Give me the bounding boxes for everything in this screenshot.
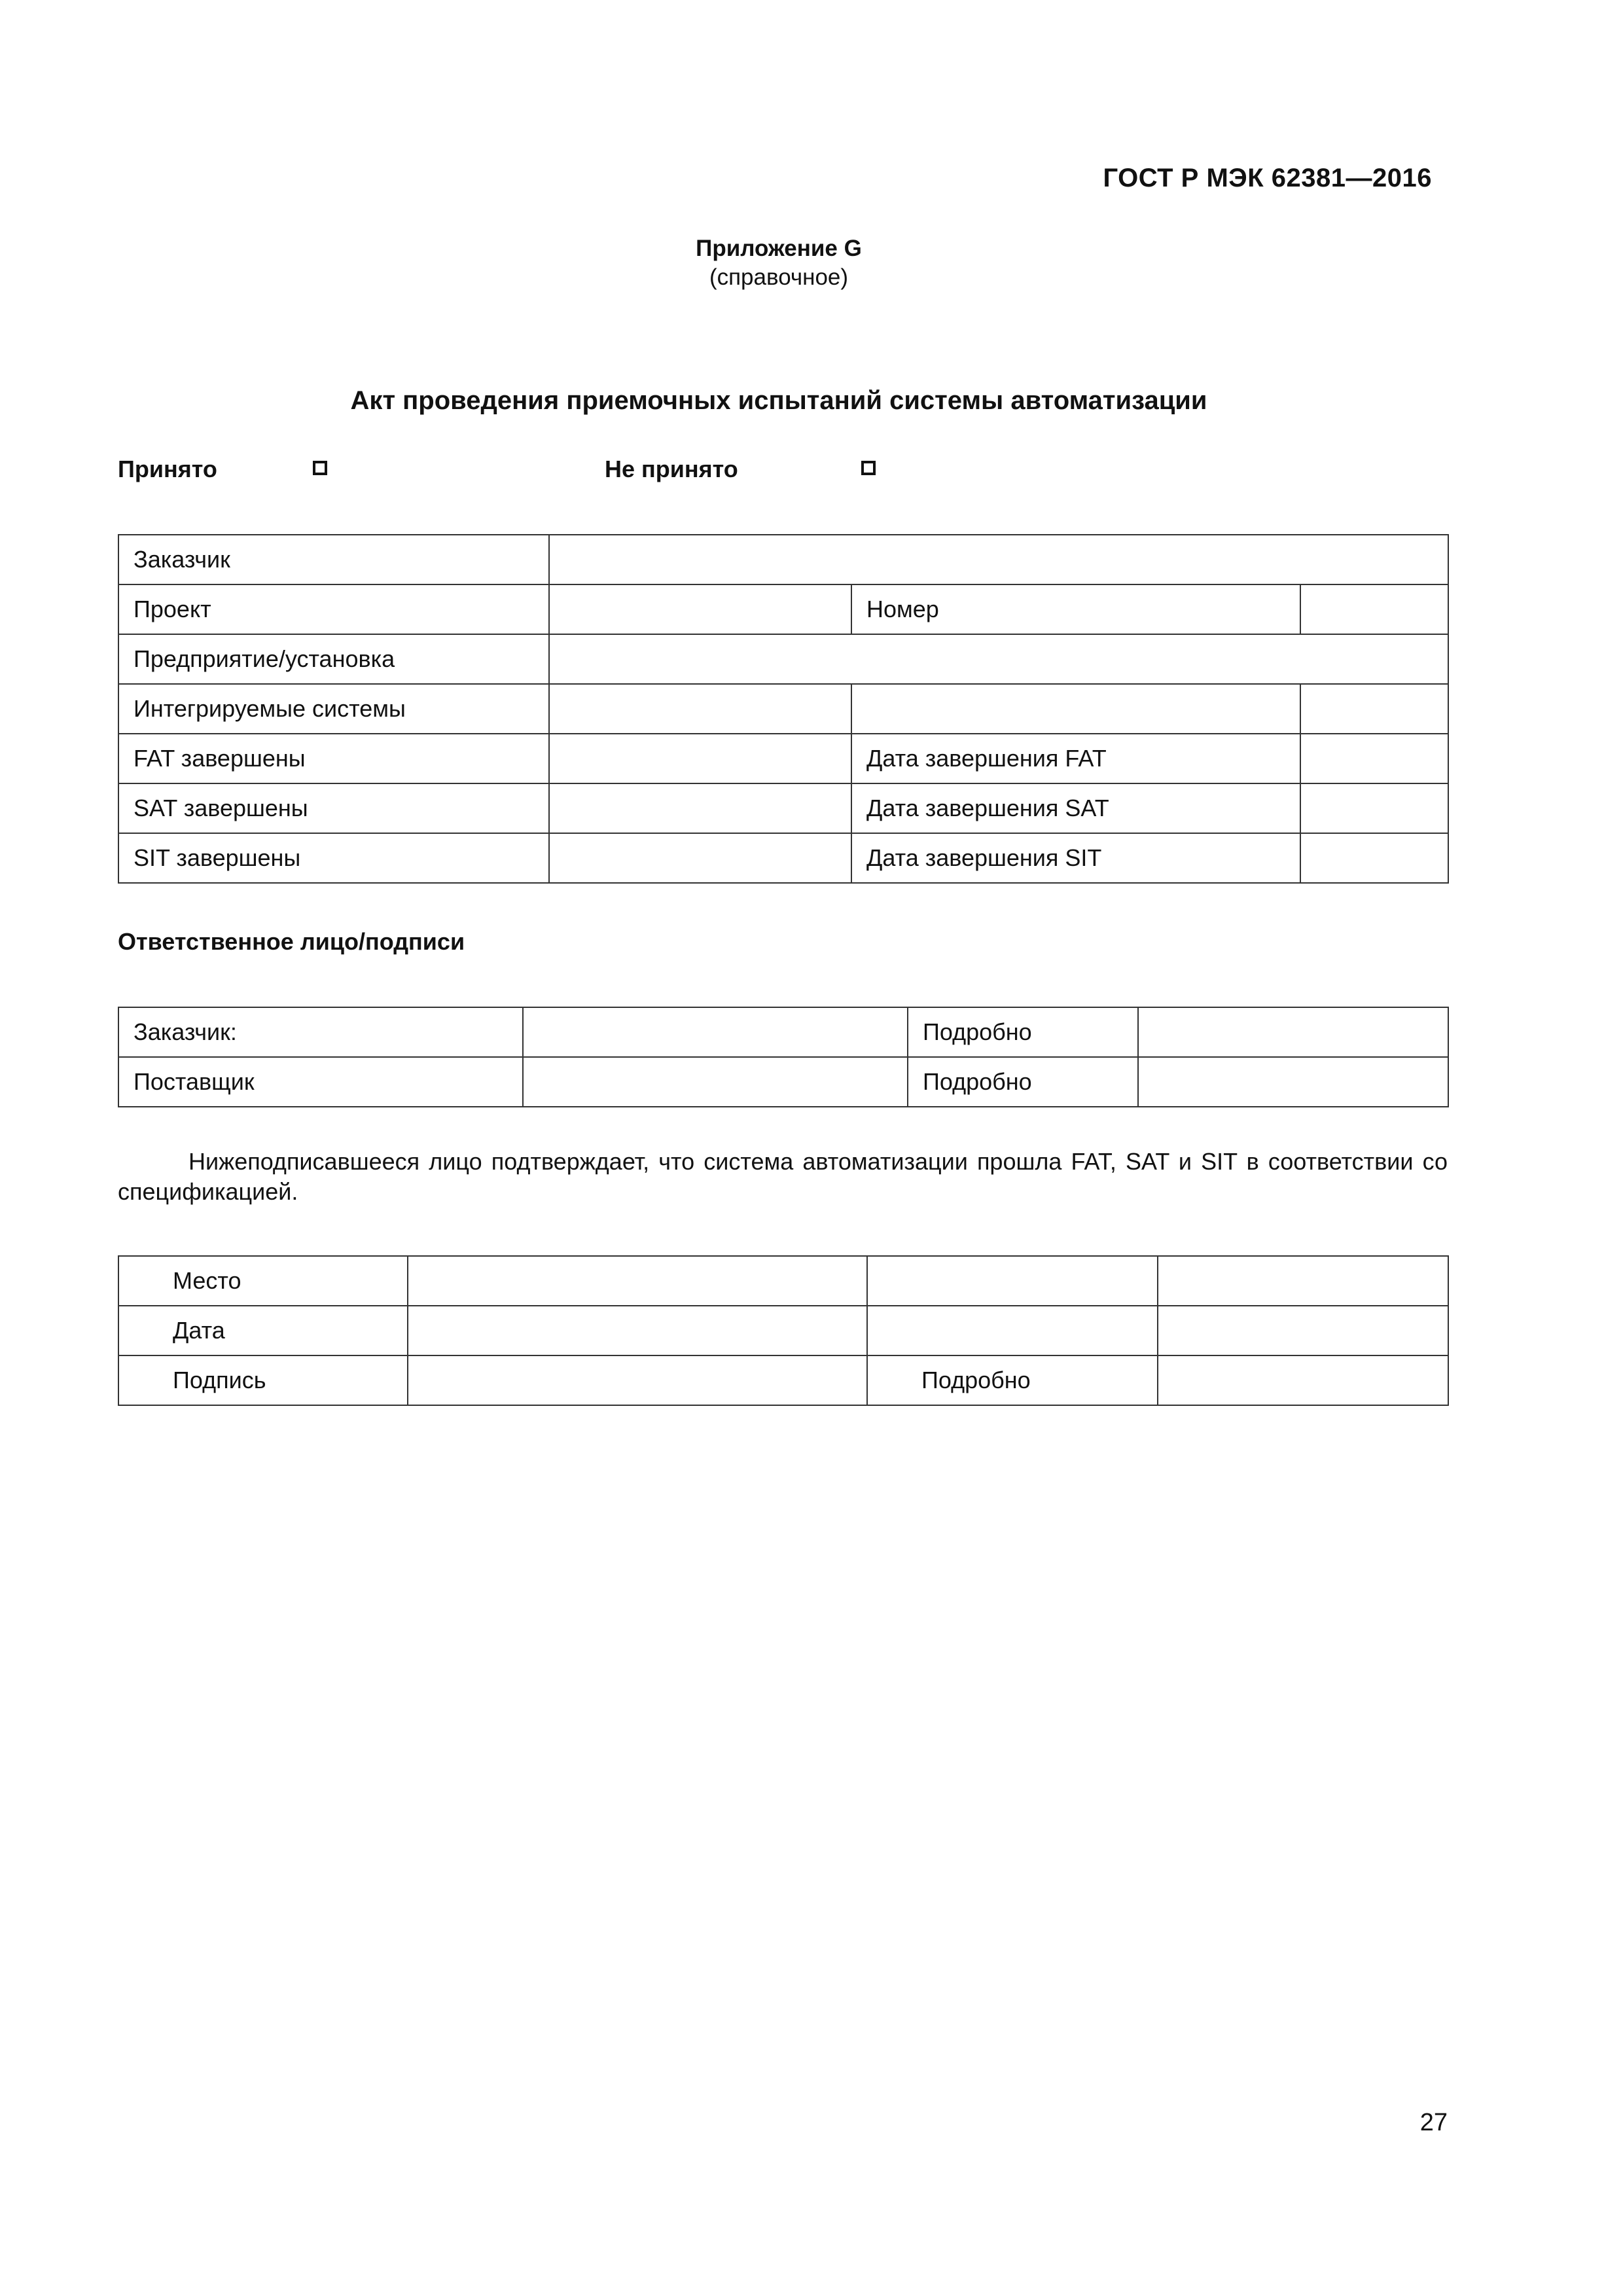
plant-label: Предприятие/установка xyxy=(118,634,549,684)
table-row xyxy=(118,1355,1448,1405)
supplier-sign-field[interactable] xyxy=(523,1057,908,1107)
responsible-table xyxy=(118,1007,1449,1107)
date-label: Дата xyxy=(118,1306,408,1355)
responsible-heading: Ответственное лицо/подписи xyxy=(118,928,465,955)
sit-done-label: SIT завершены xyxy=(118,833,549,883)
sat-done-field[interactable] xyxy=(549,783,851,833)
table-row xyxy=(118,684,1448,734)
confirmation-paragraph: Нижеподписавшееся лицо подтверждает, что система автоматизации прошла FAT, SAT и SIT в соответствии со спецификацией. xyxy=(118,1148,1448,1205)
annex-subtitle: (справочное) xyxy=(709,264,849,290)
sat-done-label: SAT завершены xyxy=(118,783,549,833)
project-label: Проект xyxy=(118,584,549,634)
customer-sign-label: Заказчик: xyxy=(118,1007,523,1057)
customer-sign-field[interactable] xyxy=(523,1007,908,1057)
place-field-2[interactable] xyxy=(867,1256,1158,1306)
fat-date-label: Дата завершения FAT xyxy=(851,734,1300,783)
sat-date-field[interactable] xyxy=(1300,783,1448,833)
not-accepted-checkbox[interactable] xyxy=(861,461,876,475)
signature-field[interactable] xyxy=(408,1355,867,1405)
signature-details-field[interactable] xyxy=(1158,1355,1448,1405)
annex-title: Приложение G xyxy=(696,236,862,261)
sit-done-field[interactable] xyxy=(549,833,851,883)
table-row xyxy=(118,634,1448,684)
integrated-systems-field[interactable] xyxy=(549,684,851,734)
place-label: Место xyxy=(118,1256,408,1306)
table-row xyxy=(118,1007,1448,1057)
details-label: Подробно xyxy=(867,1355,1158,1405)
table-row xyxy=(118,1256,1448,1306)
customer-label: Заказчик xyxy=(118,535,549,584)
table-row xyxy=(118,1057,1448,1107)
fat-done-label: FAT завершены xyxy=(118,734,549,783)
fat-done-field[interactable] xyxy=(549,734,851,783)
accepted-label: Принято xyxy=(118,456,217,482)
supplier-sign-label: Поставщик xyxy=(118,1057,523,1107)
plant-field[interactable] xyxy=(549,634,1448,684)
sat-date-label: Дата завершения SAT xyxy=(851,783,1300,833)
standard-number: ГОСТ Р МЭК 62381—2016 xyxy=(1103,164,1432,192)
signature-table xyxy=(118,1255,1449,1406)
sit-date-label: Дата завершения SIT xyxy=(851,833,1300,883)
project-field[interactable] xyxy=(549,584,851,634)
place-field[interactable] xyxy=(408,1256,867,1306)
date-field-3[interactable] xyxy=(1158,1306,1448,1355)
table-row xyxy=(118,584,1448,634)
table-row xyxy=(118,535,1448,584)
place-field-3[interactable] xyxy=(1158,1256,1448,1306)
page-number: 27 xyxy=(1419,2109,1448,2136)
customer-field[interactable] xyxy=(549,535,1448,584)
table-row xyxy=(118,734,1448,783)
details-label: Подробно xyxy=(908,1007,1138,1057)
supplier-details-field[interactable] xyxy=(1138,1057,1448,1107)
integrated-systems-field-2[interactable] xyxy=(851,684,1300,734)
not-accepted-label: Не принято xyxy=(605,456,738,482)
table-row xyxy=(118,833,1448,883)
acceptance-info-table xyxy=(118,534,1449,884)
number-label: Номер xyxy=(851,584,1300,634)
date-field-2[interactable] xyxy=(867,1306,1158,1355)
integrated-systems-field-3[interactable] xyxy=(1300,684,1448,734)
table-row xyxy=(118,783,1448,833)
details-label: Подробно xyxy=(908,1057,1138,1107)
fat-date-field[interactable] xyxy=(1300,734,1448,783)
integrated-systems-label: Интегрируемые системы xyxy=(118,684,549,734)
signature-label: Подпись xyxy=(118,1355,408,1405)
sit-date-field[interactable] xyxy=(1300,833,1448,883)
customer-details-field[interactable] xyxy=(1138,1007,1448,1057)
accepted-checkbox[interactable] xyxy=(313,461,327,475)
date-field[interactable] xyxy=(408,1306,867,1355)
document-title: Акт проведения приемочных испытаний системы автоматизации xyxy=(350,386,1207,415)
table-row xyxy=(118,1306,1448,1355)
number-field[interactable] xyxy=(1300,584,1448,634)
